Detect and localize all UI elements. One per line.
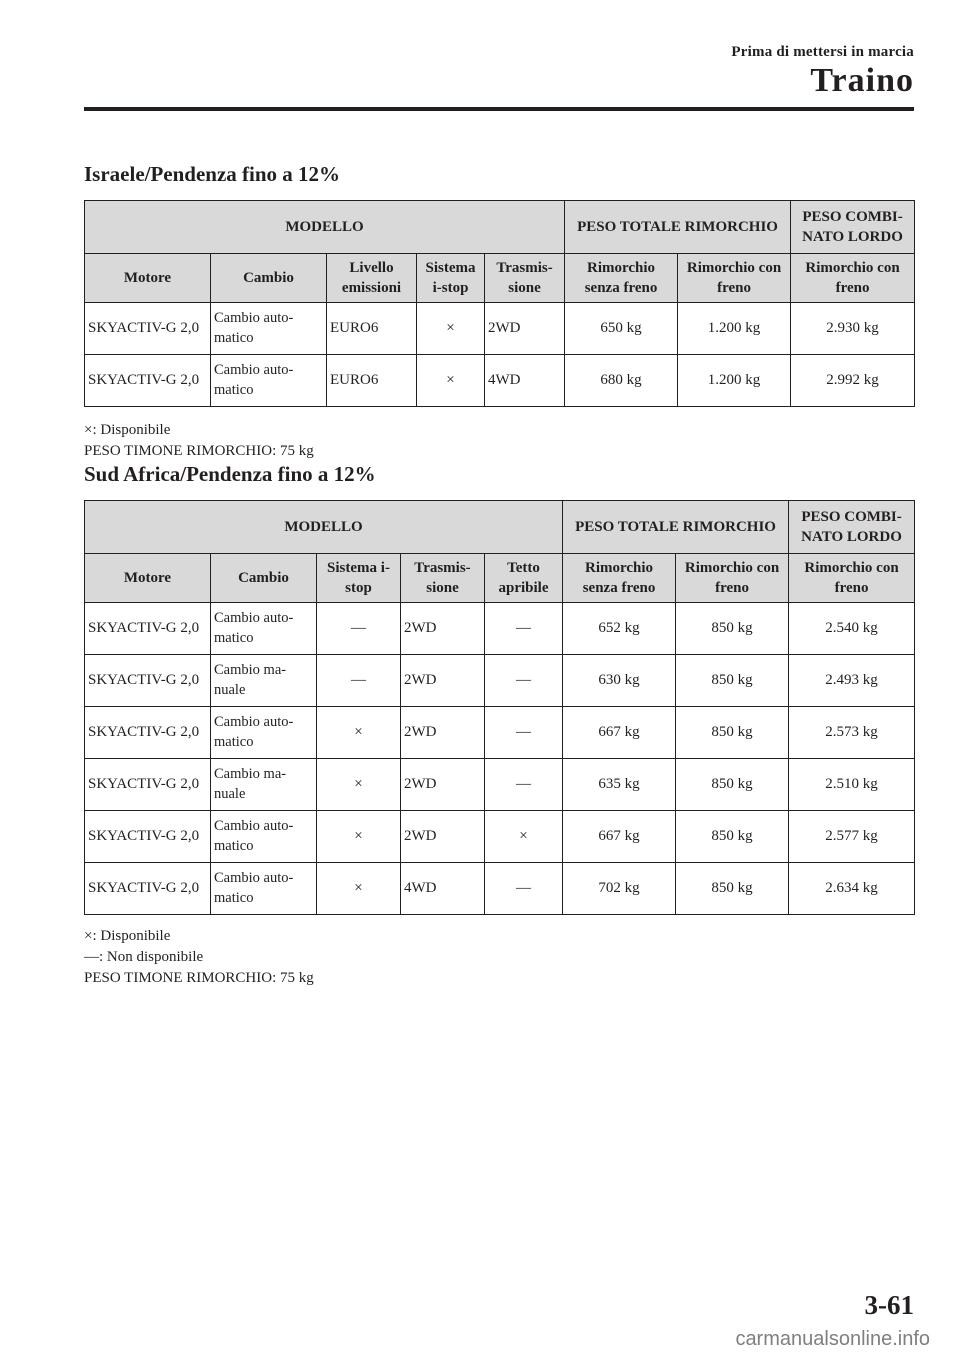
note-line: ×: Disponibile (84, 928, 171, 944)
table-cell: 850 kg (676, 707, 789, 759)
table-cell: 4WD (485, 355, 565, 407)
table-cell: ― (485, 863, 563, 915)
table-cell: 850 kg (676, 863, 789, 915)
south-africa-section-title: Sud Africa/Pendenza fino a 12% (84, 462, 376, 486)
table-cell: × (317, 707, 401, 759)
note-line: ×: Disponibile (84, 422, 171, 438)
table-cell: 650 kg (565, 303, 678, 355)
table-cell: ― (317, 603, 401, 655)
table-cell: ― (485, 655, 563, 707)
col-header: Rimorchio senza freno (565, 254, 678, 303)
col-header: Trasmis-sione (401, 554, 485, 603)
table-cell: Cambio auto-matico (211, 707, 317, 759)
table-cell: 850 kg (676, 603, 789, 655)
table-row (85, 603, 915, 655)
table-cell: Cambio auto-matico (211, 811, 317, 863)
table-cell: 850 kg (676, 759, 789, 811)
col-header: Rimorchio con freno (791, 254, 915, 303)
header-modello: MODELLO (85, 501, 563, 554)
table-row (85, 655, 915, 707)
israel-section-title: Israele/Pendenza fino a 12% (84, 162, 341, 186)
watermark: carmanualsonline.info (735, 1328, 930, 1350)
table-cell: 2.930 kg (791, 303, 915, 355)
col-header: Motore (85, 254, 211, 303)
table-cell: 850 kg (676, 811, 789, 863)
table-cell: 635 kg (563, 759, 676, 811)
table-row (85, 355, 915, 407)
israel-notes (84, 420, 314, 462)
table-cell: 4WD (401, 863, 485, 915)
table-cell: SKYACTIV-G 2,0 (85, 603, 211, 655)
col-header: Sistema i-stop (417, 254, 485, 303)
table-cell: Cambio auto-matico (211, 303, 327, 355)
table-cell: 2WD (401, 603, 485, 655)
table-cell: SKYACTIV-G 2,0 (85, 759, 211, 811)
table-row (85, 303, 915, 355)
table-cell: 2WD (401, 655, 485, 707)
table-cell: 667 kg (563, 811, 676, 863)
col-header: Cambio (211, 554, 317, 603)
table-cell: ― (485, 759, 563, 811)
col-header: Cambio (211, 254, 327, 303)
table-cell: 2.493 kg (789, 655, 915, 707)
table-cell: Cambio ma-nuale (211, 655, 317, 707)
table-cell: × (417, 355, 485, 407)
table-row (85, 759, 915, 811)
table-cell: 680 kg (565, 355, 678, 407)
table-cell: SKYACTIV-G 2,0 (85, 355, 211, 407)
table-cell: ― (485, 603, 563, 655)
table-cell: Cambio auto-matico (211, 355, 327, 407)
table-cell: EURO6 (327, 303, 417, 355)
table-cell: 2WD (401, 811, 485, 863)
header-title: Traino (810, 62, 914, 99)
table-cell: SKYACTIV-G 2,0 (85, 863, 211, 915)
col-header: Rimorchio con freno (678, 254, 791, 303)
table-cell: × (417, 303, 485, 355)
table-cell: 2.540 kg (789, 603, 915, 655)
table-cell: × (317, 811, 401, 863)
table-cell: × (485, 811, 563, 863)
table-cell: 1.200 kg (678, 355, 791, 407)
table-cell: 2.577 kg (789, 811, 915, 863)
header-modello: MODELLO (85, 201, 565, 254)
col-header: Rimorchio con freno (789, 554, 915, 603)
table-cell: 2.992 kg (791, 355, 915, 407)
table-cell: SKYACTIV-G 2,0 (85, 655, 211, 707)
table-cell: Cambio auto-matico (211, 603, 317, 655)
table-cell: Cambio ma-nuale (211, 759, 317, 811)
header-peso-combinato: PESO COMBI-NATO LORDO (789, 501, 915, 554)
col-header: Trasmis-sione (485, 254, 565, 303)
col-header: Tetto apribile (485, 554, 563, 603)
table-cell: EURO6 (327, 355, 417, 407)
table-cell: 630 kg (563, 655, 676, 707)
table-cell: 2.510 kg (789, 759, 915, 811)
note-line: ―: Non disponibile (84, 949, 204, 965)
table-cell: 702 kg (563, 863, 676, 915)
col-header: Livello emissioni (327, 254, 417, 303)
table-cell: Cambio auto-matico (211, 863, 317, 915)
table-cell: ― (485, 707, 563, 759)
header-rule (84, 107, 914, 111)
table-row (85, 811, 915, 863)
col-header: Sistema i-stop (317, 554, 401, 603)
table-cell: 652 kg (563, 603, 676, 655)
table-row (85, 707, 915, 759)
table-cell: 850 kg (676, 655, 789, 707)
table-cell: SKYACTIV-G 2,0 (85, 811, 211, 863)
header-peso-totale: PESO TOTALE RIMORCHIO (565, 201, 791, 254)
table-cell: 1.200 kg (678, 303, 791, 355)
table-cell: 2WD (485, 303, 565, 355)
table-cell: ― (317, 655, 401, 707)
page-number: 3-61 (864, 1290, 914, 1320)
table-cell: 2WD (401, 759, 485, 811)
col-header: Motore (85, 554, 211, 603)
south-africa-notes (84, 926, 314, 989)
table-cell: 2.634 kg (789, 863, 915, 915)
col-header: Rimorchio con freno (676, 554, 789, 603)
col-header: Rimorchio senza freno (563, 554, 676, 603)
header-section-label: Prima di mettersi in marcia (731, 44, 914, 60)
header-peso-totale: PESO TOTALE RIMORCHIO (563, 501, 789, 554)
table-cell: × (317, 863, 401, 915)
table-cell: 2.573 kg (789, 707, 915, 759)
israel-table (84, 200, 915, 407)
note-line: PESO TIMONE RIMORCHIO: 75 kg (84, 443, 314, 459)
table-row (85, 863, 915, 915)
south-africa-table (84, 500, 915, 915)
table-cell: SKYACTIV-G 2,0 (85, 303, 211, 355)
table-cell: SKYACTIV-G 2,0 (85, 707, 211, 759)
note-line: PESO TIMONE RIMORCHIO: 75 kg (84, 970, 314, 986)
header-peso-combinato: PESO COMBI-NATO LORDO (791, 201, 915, 254)
table-cell: × (317, 759, 401, 811)
table-cell: 667 kg (563, 707, 676, 759)
table-cell: 2WD (401, 707, 485, 759)
